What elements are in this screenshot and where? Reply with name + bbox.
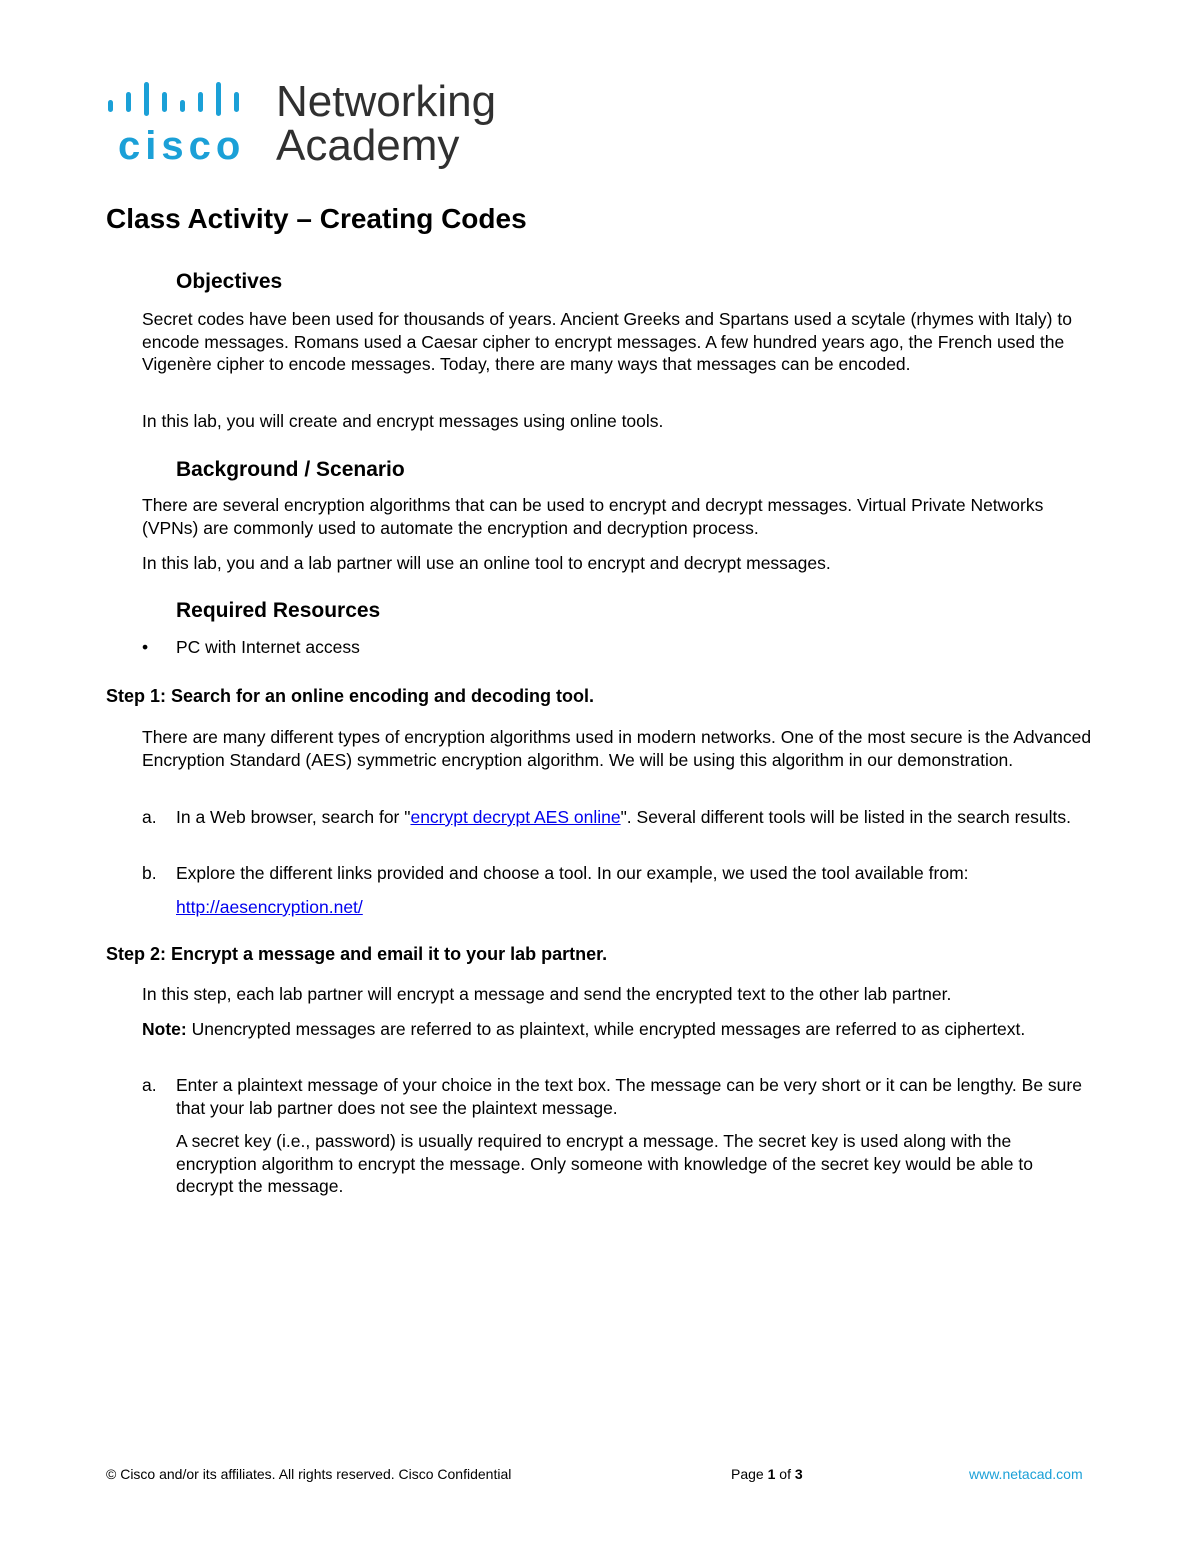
background-paragraph-2: In this lab, you and a lab partner will use an online tool to encrypt and decrypt messages. xyxy=(142,553,831,573)
resources-list-item xyxy=(142,636,1092,659)
step-1-a-prefix: In a Web browser, search for " xyxy=(176,807,411,827)
note-text: Unencrypted messages are referred to as plaintext, while encrypted messages are referred to as ciphertext. xyxy=(186,1019,1026,1039)
page-current: 1 xyxy=(767,1466,776,1482)
step-2-heading: Step 2: Encrypt a message and email it to your lab partner. xyxy=(106,944,608,964)
aesencryption-link[interactable]: http://aesencryption.net/ xyxy=(176,897,363,917)
resources-item-text: PC with Internet access xyxy=(176,637,360,657)
list-marker: a. xyxy=(142,807,157,827)
step-1-intro: There are many different types of encryption algorithms used in modern networks. One of the most secure is the Advanced Encryption Standard (AES) symmetric encryption algorithm. We will be using this algorithm in our demonstration. xyxy=(142,727,1092,770)
search-terms-link[interactable]: encrypt decrypt AES online xyxy=(410,807,621,827)
objectives-heading: Objectives xyxy=(176,270,283,293)
objectives-paragraph-1: Secret codes have been used for thousands of years. Ancient Greeks and Spartans used a scytale (rhymes with Italy) to encode messages. Romans used a Caesar cipher to encrypt messages. A few hundred years ago, the French used the Vigenère cipher to encode messages. Today, there are many ways that messages can be encoded. xyxy=(142,309,1072,374)
logo-line-academy: Academy xyxy=(276,121,460,170)
cisco-wordmark: cisco xyxy=(118,124,246,168)
step-1-b-text: Explore the different links provided and choose a tool. In our example, we used the tool available from: xyxy=(176,863,969,883)
step-1-heading: Step 1: Search for an online encoding and decoding tool. xyxy=(106,686,595,706)
step-2-a-text-2: A secret key (i.e., password) is usually required to encrypt a message. The secret key is used along with the encryption algorithm to encrypt the message. Only someone with knowledge of the secret key would be able to decrypt the message. xyxy=(176,1131,1033,1196)
bullet-icon: • xyxy=(142,637,149,657)
footer-website-link[interactable]: www.netacad.com xyxy=(969,1466,1083,1482)
footer-copyright: © Cisco and/or its affiliates. All rights reserved. Cisco Confidential xyxy=(106,1466,512,1482)
background-heading: Background / Scenario xyxy=(176,458,405,481)
step-2-intro: In this step, each lab partner will encrypt a message and send the encrypted text to the other lab partner. xyxy=(142,984,952,1004)
of-word: of xyxy=(779,1466,791,1482)
step-2-a-text: Enter a plaintext message of your choice in the text box. The message can be very short or it can be lengthy. Be sure that your lab partner does not see the plaintext message. xyxy=(176,1075,1082,1118)
objectives-paragraph-2: In this lab, you will create and encrypt messages using online tools. xyxy=(142,411,664,431)
step-1-url-line xyxy=(142,896,1092,919)
footer-page-number xyxy=(731,1466,803,1482)
resources-heading: Required Resources xyxy=(176,599,381,622)
step-2-item-a-continued xyxy=(142,1130,1092,1198)
background-paragraph-1: There are several encryption algorithms that can be used to encrypt and decrypt messages. Virtual Private Networks (VPNs) are commonly used to automate the encryption and decryption process. xyxy=(142,495,1044,538)
document-title: Class Activity – Creating Codes xyxy=(106,203,527,234)
logo-line-networking: Networking xyxy=(276,77,497,126)
step-2-note xyxy=(142,1018,1092,1041)
step-1-item-a xyxy=(142,806,1092,829)
cisco-bars-icon xyxy=(106,80,246,118)
list-marker: a. xyxy=(142,1075,157,1095)
note-label: Note: xyxy=(142,1019,187,1039)
list-marker: b. xyxy=(142,863,157,883)
page-word: Page xyxy=(731,1466,764,1482)
step-1-a-suffix: ". Several different tools will be listed in the search results. xyxy=(620,807,1072,827)
step-2-item-a xyxy=(142,1074,1092,1119)
page-total: 3 xyxy=(794,1466,803,1482)
step-1-item-b xyxy=(142,862,1092,885)
